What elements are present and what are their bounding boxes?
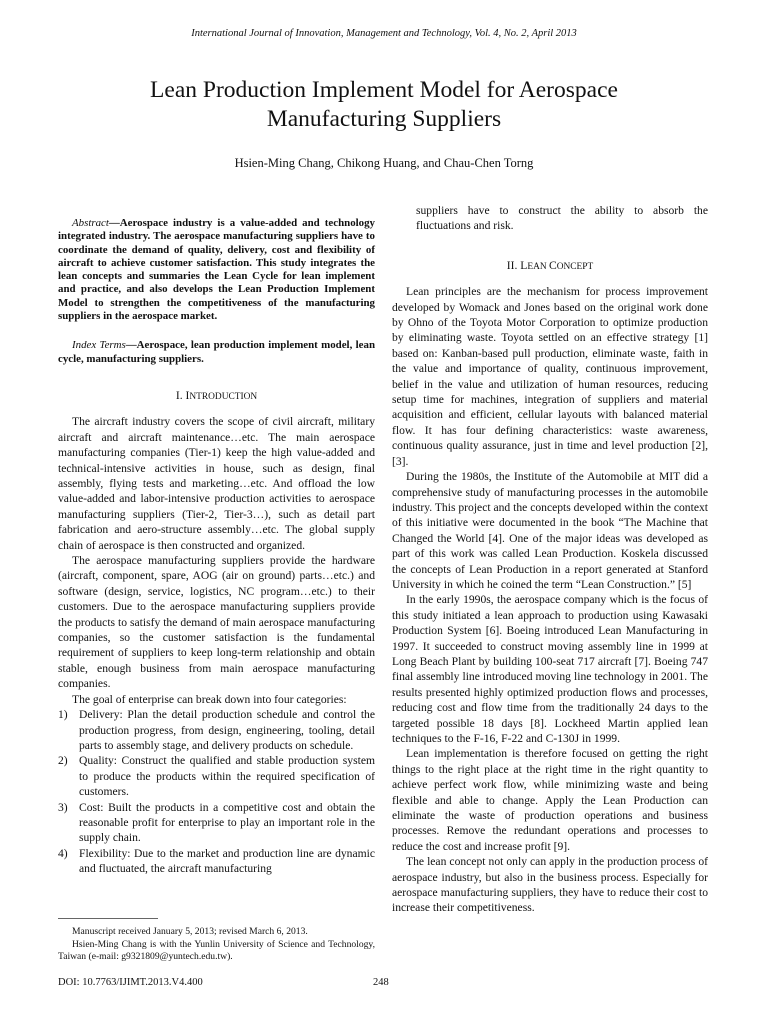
list-item (58, 800, 375, 846)
section-title-rest-2: ONCEPT (556, 261, 594, 272)
list-item-number: 1) (58, 708, 68, 722)
index-terms-text: —Aerospace, lean production implement model, lean cycle, manufacturing suppliers. (58, 339, 376, 365)
footnote-divider (58, 918, 158, 919)
footnotes (58, 926, 375, 964)
list-item-number: 2) (58, 754, 68, 768)
continuation-paragraph: suppliers have to construct the ability to absorb the fluctuations and risk. (416, 204, 708, 233)
running-head: International Journal of Innovation, Management and Technology, Vol. 4, No. 2, April 2013 (191, 28, 577, 39)
section-heading-lean-concept (392, 258, 708, 275)
paper-title (60, 76, 708, 134)
section-title-rest: NTRODUCTION (189, 391, 258, 402)
right-column (392, 203, 708, 916)
index-terms (58, 339, 375, 366)
footnote: Manuscript received January 5, 2013; revised March 6, 2013. (72, 926, 308, 937)
list-item-text: Cost: Built the products in a competitive cost and obtain the reasonable profit for enterprise to play an important role in the supply chain. (79, 800, 375, 845)
list-item-text: Delivery: Plan the detail production schedule and control the production progress, from design, engineering, tooling, detail parts to assembly stage, and delivery products on schedule. (79, 708, 375, 752)
list-item-number: 4) (58, 846, 68, 860)
list-item (58, 753, 375, 799)
section-title-initial: L (520, 258, 528, 272)
section-heading-introduction (58, 388, 375, 405)
section-title-rest: EAN (527, 261, 550, 272)
list-item (58, 707, 375, 753)
paragraph: Lean implementation is therefore focused on getting the right things to the right place at the right time in the right quantity to achieve perfect work flow, while minimizing waste and being flexible and able to change. Apply the Lean Production can eliminate the waste of production operations and business processes. Remove the redundant operations and processes to reduce the cost and increase profit [9]. (392, 747, 708, 853)
list-item-text: Quality: Construct the qualified and stable production system to produce the products within the required specification of customers. (79, 754, 375, 799)
title-line-1: Lean Production Implement Model for Aerospace (150, 77, 618, 103)
abstract-text: —Aerospace industry is a value-added and technology integrated industry. The aerospace manufacturing suppliers have to coordinate the demand of quality, delivery, cost and flexibility of aircraft to achieve customer satisfaction. This study integrates the lean concepts and summaries the Lean Cycle for lean implement and practice, and also develops the Lean Production Implement Model to strengthen the competitiveness of the manufacturing suppliers in the aerospace market. (58, 217, 375, 323)
footnote: Hsien-Ming Chang is with the Yunlin University of Science and Technology, Taiwan (e-mail: g9321809@yuntech.edu.tw). (58, 938, 375, 962)
abstract (58, 217, 375, 323)
left-column (58, 217, 375, 877)
page-number: 248 (373, 977, 389, 988)
author-list: Hsien-Ming Chang, Chikong Huang, and Chau-Chen Torng (234, 156, 534, 170)
paragraph: Lean principles are the mechanism for process improvement developed by Womack and Jones based on the original work done by Ohno of the Toyota Motor Corporation to optimize production by eliminating waste. Toyota settled on an effective strategy [1] based on: Kanban-based pull production, eliminate waste, faith in the value and importance of quality, continuous improvement, belief in the value and utilization of human resources, reducing setup time for machines, integration of suppliers and material acquisition and efficient, cellular layouts with balanced material flow. It has four defining characteristics: waste awareness, continuous quality assurance, just in time and level production [2], [3]. (392, 285, 708, 468)
section-number: I. (175, 388, 183, 402)
paragraph: The aircraft industry covers the scope of civil aircraft, military aircraft and aircraft maintenance…etc. The main aerospace manufacturing companies (Tier-1) keep the high value-added and technical-intensive activities in house, such as design, final assembly, flying tests and marketing…etc. And offload the low value-added and labor-intensive production activities to aerospace manufacturing suppliers (Tier-2, Tier-3…), such as detail part fabrication and aero-structure assembly…etc. The global supply chain of aerospace is then constructed and organized. (58, 415, 375, 552)
list-item-text: Flexibility: Due to the market and production line are dynamic and fluctuated, the aircraft manufacturing (79, 846, 375, 876)
title-line-2: Manufacturing Suppliers (266, 106, 502, 132)
paragraph: In the early 1990s, the aerospace company which is the focus of this study initiated a lean approach to production using Kawasaki Production System [6]. Boeing introduced Lean Manufacturing in 1997. It succeeded to construct moving assembly line in 1999 at Long Beach Plant by building 100-seat 717 aircraft [7]. Boeing 747 final assembly line introduced moving line technology in 2001. The results presented highly optimized production flows and processes, reducing cost and flow time from the traditionally 24 days to the targeted possible 18 days [8]. Lockheed Martin applied lean techniques to the F-16, F-22 and C-130J in 1999. (392, 593, 708, 745)
section-number: II. (506, 258, 518, 272)
paragraph: The goal of enterprise can break down into four categories: (72, 692, 347, 706)
goal-list (58, 707, 375, 876)
section-title-initial: I (185, 388, 190, 402)
section-title-initial-2: C (549, 258, 557, 272)
paragraph: During the 1980s, the Institute of the Automobile at MIT did a comprehensive study of manufacturing processes in the automobile industry. This project and the concepts developed within the context of this initiative were documented in the book “The Machine that Changed the World [4]. One of the major ideas was developed as part of this work was called Lean Production. Koskela discussed the concepts of Lean Production in a report generated at Stanford University in which he coined the term “Lean Construction.” [5] (392, 470, 708, 591)
list-item (58, 846, 375, 877)
doi-text: DOI: 10.7763/IJIMT.2013.V4.400 (58, 977, 203, 988)
paragraph: The lean concept not only can apply in the production process of aerospace industry, but also in the business process. Especially for aerospace manufacturing suppliers, they have to reduce their cost to increase their competitiveness. (392, 855, 708, 915)
list-item-number: 3) (58, 800, 68, 814)
paragraph: The aerospace manufacturing suppliers provide the hardware (aircraft, component, spare, AOG (air on ground) parts…etc.) and software (design, service, logistics, NC program…etc.) to their customers. Due to the aerospace manufacturing suppliers provide the products to satisfy the demand of main aerospace manufacturing companies, so the customer satisfaction is the fundamental requirement of suppliers to keep long-term relationship and obtain stable, enough business from main aerospace manufacturing companies. (58, 554, 375, 691)
abstract-lead: Abstract (72, 217, 109, 229)
index-terms-lead: Index Terms (72, 339, 126, 352)
